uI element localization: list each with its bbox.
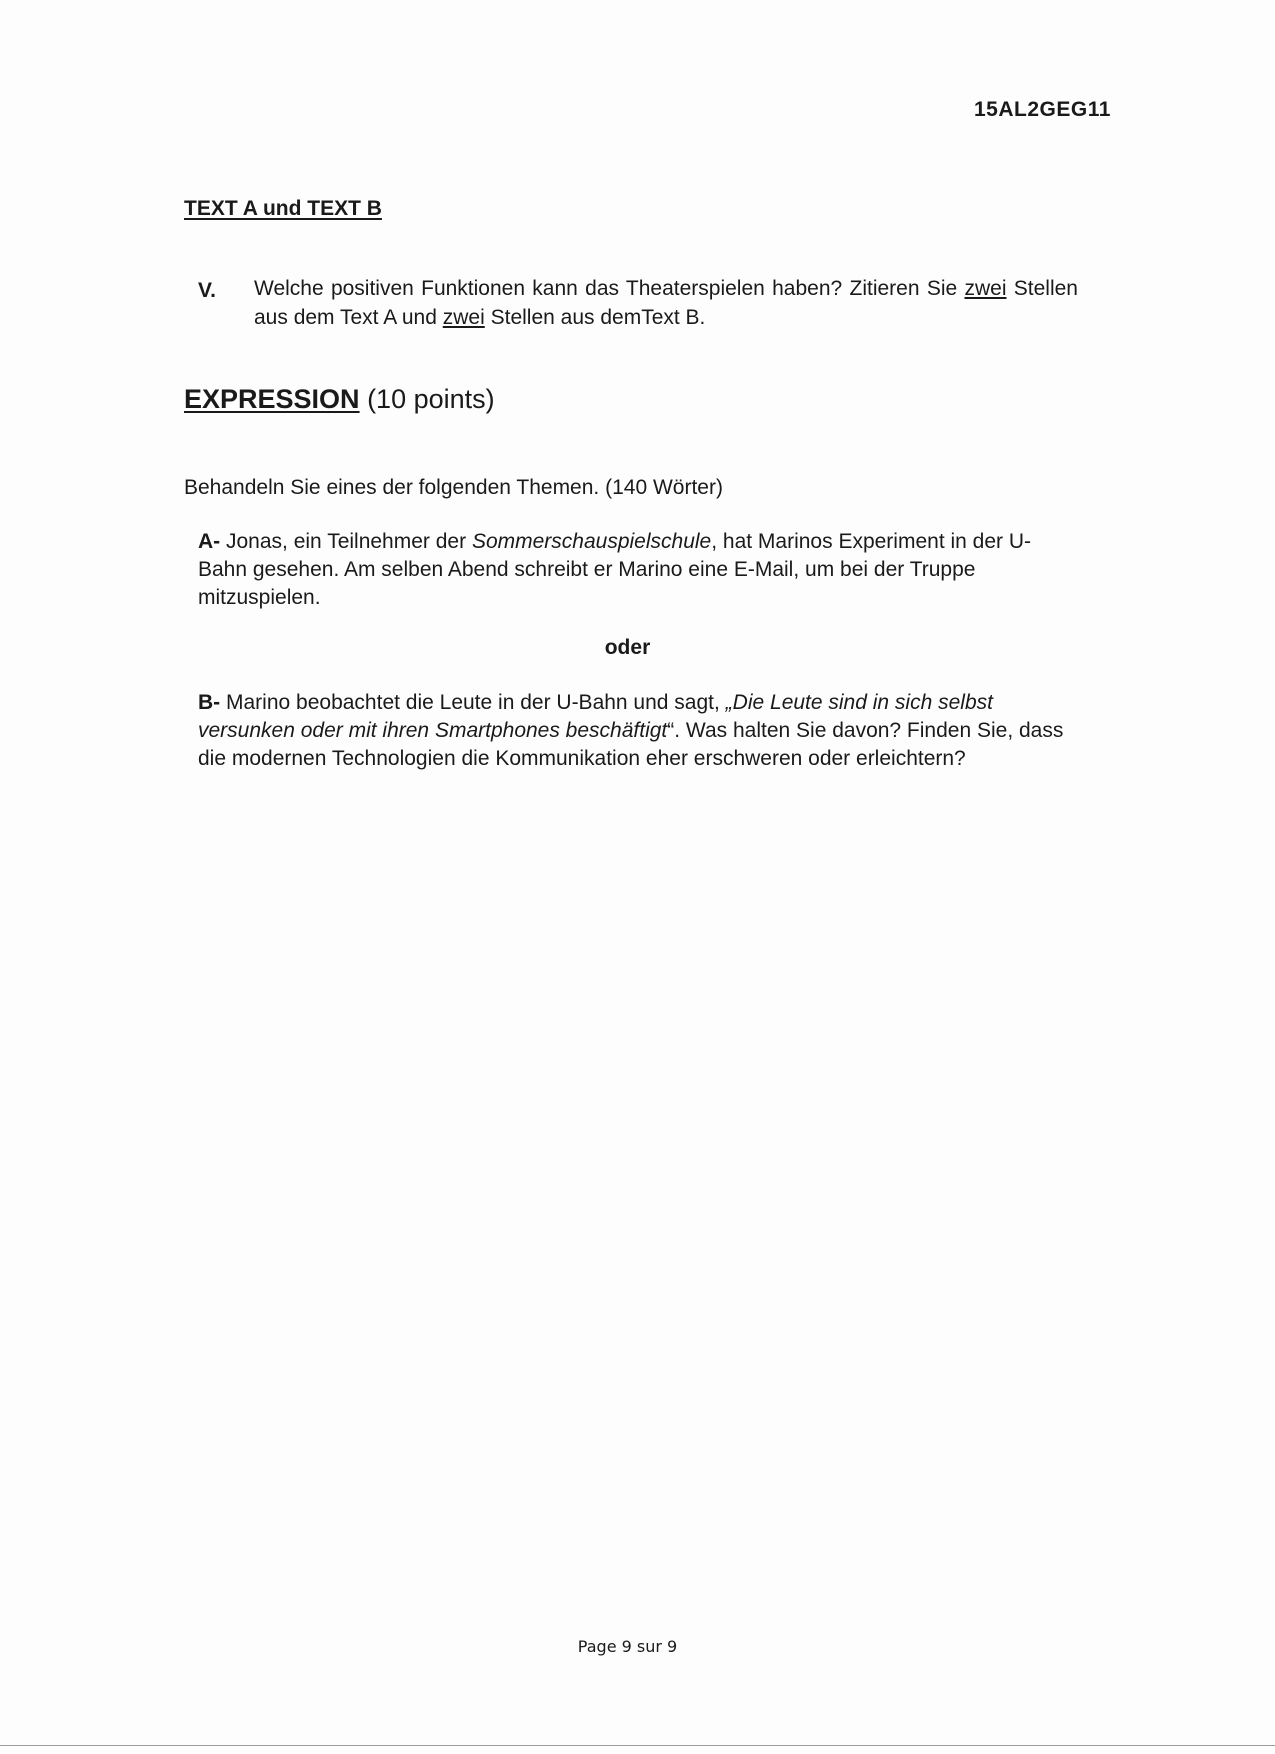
document-code: 15AL2GEG11 [974, 98, 1111, 121]
question-number: V. [198, 279, 216, 302]
oder-separator: oder [604, 636, 651, 659]
topic-b-letter: B- [198, 691, 221, 714]
underlined-zwei-1: zwei [964, 277, 1007, 300]
topic-b-italic-quote: „Die Leute sind in sich selbst versunken oder mit ihren Smartphones beschäftigt [198, 691, 993, 742]
expression-heading [184, 384, 495, 415]
page-footer: Page 9 sur 9 [577, 1637, 678, 1656]
topic-b-text-before: Marino beobachtet die Leute in der U-Bahn und sagt, [220, 691, 726, 714]
expression-title: EXPRESSION [184, 384, 360, 414]
question-mid-text: Stellen aus dem Text A und [254, 277, 1078, 329]
topic-a-italic: Sommerschauspielschule [471, 530, 712, 553]
question-end-text: Stellen aus demText B. [484, 306, 706, 329]
underlined-zwei-2: zwei [442, 306, 485, 329]
topic-a [198, 528, 1070, 612]
section-heading: TEXT A und TEXT B [184, 197, 382, 220]
topic-b-text-after: “. Was halten Sie davon? Finden Sie, dass die modernen Technologien die Kommunikation eher erschweren oder erleichtern? [198, 719, 1064, 770]
instruction-text: Behandeln Sie eines der folgenden Themen. (140 Wörter) [184, 476, 723, 499]
topic-a-text-after: , hat Marinos Experiment in der U-Bahn gesehen. Am selben Abend schreibt er Marino eine E-Mail, um bei der Truppe mitzuspielen. [198, 530, 1032, 609]
topic-a-text-before: Jonas, ein Teilnehmer der [220, 530, 472, 553]
question-text [254, 274, 1078, 332]
topic-a-letter: A- [198, 530, 221, 553]
question-v [198, 274, 1078, 332]
scan-edge-line [0, 1745, 1275, 1746]
question-line-1: Welche positiven Funktionen kann das Theaterspielen haben? Zitieren Sie [254, 277, 958, 300]
expression-points: (10 points) [359, 384, 495, 414]
topic-b [198, 689, 1070, 773]
